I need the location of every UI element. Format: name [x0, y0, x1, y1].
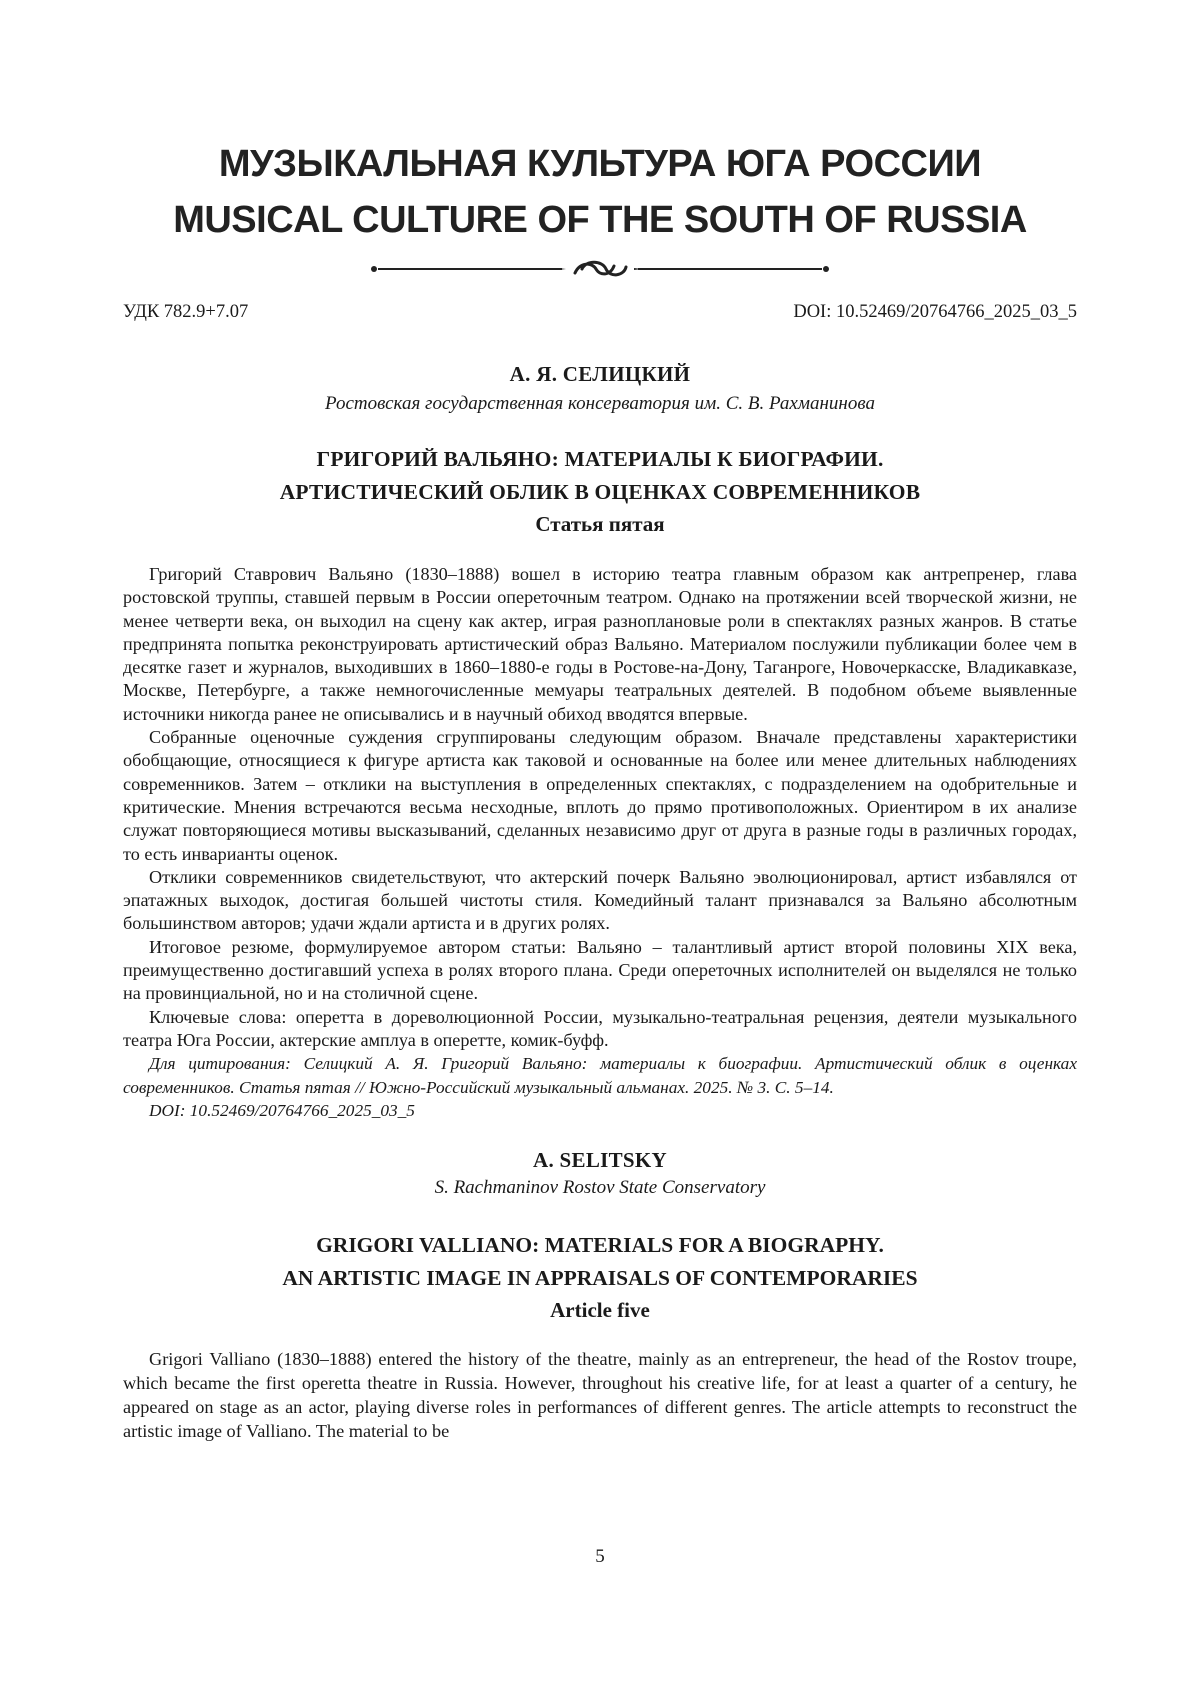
- journal-title-en: MUSICAL CULTURE OF THE SOUTH OF RUSSIA: [173, 199, 1027, 241]
- journal-title: [123, 136, 1077, 248]
- article-title-ru: [123, 443, 1077, 509]
- author-ru: А. Я. СЕЛИЦКИЙ: [509, 362, 691, 386]
- article-page: [123, 0, 1077, 1443]
- keywords-ru: Ключевые слова: оперетта в дореволюционной России, музыкально-театральная рецензия, деятели музыкального театра Юга России, актерские амплуа в оперетте, комик-буфф.: [123, 1006, 1077, 1050]
- article-title-ru-line1: ГРИГОРИЙ ВАЛЬЯНО: МАТЕРИАЛЫ К БИОГРАФИИ.: [316, 447, 884, 471]
- doi-header: DOI: 10.52469/20764766_2025_03_5: [793, 302, 1077, 322]
- abstract-ru-paragraph: Итоговое резюме, формулируемое автором статьи: Вальяно – талантливый артист второй половины XIX века, преимущественно достигавший успеха в ролях второго плана. Среди опереточных исполнителей он выделялся не только на провинциальной, но и на столичной сцене.: [123, 936, 1077, 1004]
- abstract-ru-paragraph: Отклики современников свидетельствуют, что актерский почерк Вальяно эволюционировал, артист избавлялся от эпатажных выходок, достигая большей чистоты стиля. Комедийный талант признавался за Вальяно абсолютным большинством авторов; удачи ждали артиста и в других ролях.: [123, 866, 1077, 934]
- citation-doi: DOI: 10.52469/20764766_2025_03_5: [149, 1100, 415, 1120]
- udk-code: УДК 782.9+7.07: [123, 302, 249, 322]
- journal-title-ru: МУЗЫКАЛЬНАЯ КУЛЬТУРА ЮГА РОССИИ: [218, 143, 982, 185]
- citation-ru: Для цитирования: Селицкий А. Я. Григорий Вальяно: материалы к биографии. Артистический облик в оценках современников. Статья пятая // Южно-Российский музыкальный альманах. 2025. № 3. С. 5–14.: [123, 1054, 1077, 1097]
- article-title-en-line2: AN ARTISTIC IMAGE IN APPRAISALS OF CONTEMPORARIES: [282, 1266, 918, 1291]
- affiliation-ru: Ростовская государственная консерватория им. С. В. Рахманинова: [325, 393, 875, 414]
- abstract-ru-paragraph: Собранные оценочные суждения сгруппированы следующим образом. Вначале представлены характеристики обобщающие, относящиеся к фигуре артиста как таковой и основанные на более или менее длительных наблюдениях современников. Затем – отклики на выступления в определенных спектаклях, с подразделением на одобрительные и критические. Мнения встречаются весьма несходные, вплоть до прямо противоположных. Ориентиром в их анализе служат повторяющиеся мотивы высказываний, сделанных независимо друг от друга в разные годы в различных городах, то есть инварианты оценок.: [123, 727, 1077, 864]
- affiliation-en: S. Rachmaninov Rostov State Conservatory: [434, 1177, 766, 1199]
- abstract-en-paragraph: Grigori Valliano (1830–1888) entered the history of the theatre, mainly as an entrepreneur, the head of the Rostov troupe, which became the first operetta theatre in Russia. However, throughout his creative life, for at least a quarter of a century, he appeared on stage as an actor, playing diverse roles in performances of different genres. The article attempts to reconstruct the artistic image of Valliano. The material to be: [123, 1349, 1077, 1442]
- flourish-divider-icon: [370, 258, 830, 280]
- abstract-ru: [123, 563, 1077, 1122]
- article-title-en-line1: GRIGORI VALLIANO: MATERIALS FOR A BIOGRAPHY.: [316, 1233, 884, 1258]
- article-title-en: [123, 1229, 1077, 1295]
- author-en: A. SELITSKY: [532, 1148, 668, 1173]
- page-number: 5: [595, 1546, 605, 1567]
- article-subtitle-ru: Статья пятая: [535, 512, 665, 536]
- meta-row: [123, 302, 1077, 328]
- article-subtitle-en: Article five: [550, 1298, 650, 1323]
- article-title-ru-line2: АРТИСТИЧЕСКИЙ ОБЛИК В ОЦЕНКАХ СОВРЕМЕННИКОВ: [279, 480, 921, 504]
- abstract-en: [123, 1347, 1077, 1443]
- abstract-ru-paragraph: Григорий Ставрович Вальяно (1830–1888) вошел в историю театра главным образом как антрепренер, глава ростовской труппы, ставшей первым в России опереточным театром. Однако на протяжении всей творческой жизни, не менее четверти века, он выходил на сцену как актер, играя разноплановые роли в спектаклях разных жанров. В статье предпринята попытка реконструировать артистический образ Вальяно. Материалом послужили публикации более чем в десятке газет и журналов, выходивших в 1860–1880-е годы в Ростове-на-Дону, Таганроге, Новочеркасске, Владикавказе, Москве, Петербурге, а также немногочисленные мемуары театральных деятелей. В подобном объеме выявленные источники никогда ранее не описывались и в научный обиход вводятся впервые.: [123, 564, 1077, 724]
